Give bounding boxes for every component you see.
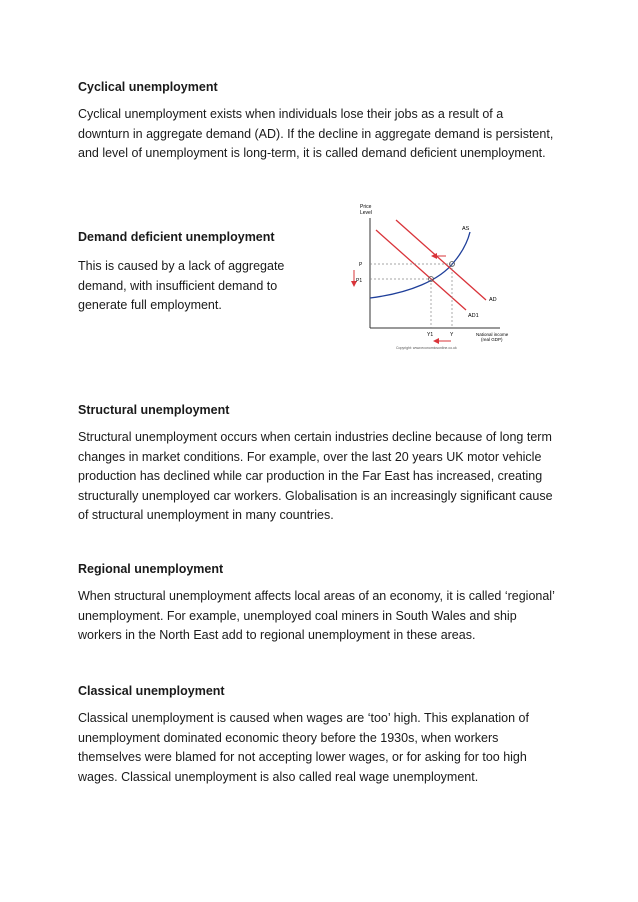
- output-y-label: Y: [450, 332, 454, 338]
- price-p1-label: P1: [356, 278, 363, 284]
- heading-demand-deficient: Demand deficient unemployment: [78, 230, 275, 244]
- paragraph-cyclical: Cyclical unemployment exists when individuals lose their jobs as a result of a downturn in aggregate demand (AD). If the decline in aggregate demand is persistent, and level of unemployment is long-term, it is called demand deficient unemployment.: [78, 107, 554, 160]
- section-cyclical: [78, 79, 558, 164]
- section-structural: [78, 402, 558, 526]
- heading-structural: Structural unemployment: [78, 403, 230, 417]
- section-demand-deficient: [78, 229, 328, 316]
- paragraph-structural: Structural unemployment occurs when certain industries decline because of long term changes in market conditions. For example, over the last 20 years UK motor vehicle production has declined while car production in the Far East has increased, creating structurally unemployed car workers. Globalisation is an increasingly significant cause of structural unemployment in many countries.: [78, 430, 553, 522]
- heading-regional: Regional unemployment: [78, 562, 224, 576]
- x-axis-label-2: (real GDP): [481, 337, 503, 342]
- y-axis-label-1: Price: [360, 204, 372, 210]
- paragraph-demand-deficient: This is caused by a lack of aggregate demand, with insufficient demand to generate full employment.: [78, 259, 285, 312]
- section-classical: [78, 683, 558, 787]
- copyright-text: Copyright: www.economicsonline.co.uk: [396, 346, 457, 350]
- ad-label: AD: [489, 297, 497, 303]
- as-label: AS: [462, 226, 470, 232]
- y-axis-label-2: Level: [360, 210, 372, 216]
- paragraph-regional: When structural unemployment affects local areas of an economy, it is called ‘regional’ unemployment. For example, unemployed coal miners in South Wales and ship workers in the North East add to regional unemployment in these areas.: [78, 589, 555, 642]
- heading-cyclical: Cyclical unemployment: [78, 80, 218, 94]
- ad-as-diagram: [350, 200, 520, 355]
- ad1-label: AD1: [468, 313, 479, 319]
- price-p-label: P: [359, 262, 363, 268]
- heading-classical: Classical unemployment: [78, 684, 225, 698]
- paragraph-classical: Classical unemployment is caused when wages are ‘too’ high. This explanation of unemployment dominated economic theory before the 1930s, when workers themselves were blamed for not accepting lower wages, or for asking for too high wages. Classical unemployment is also called real wage unemployment.: [78, 711, 529, 784]
- output-y1-label: Y1: [427, 332, 434, 338]
- x-axis-label-1: National income: [476, 332, 509, 337]
- section-regional: [78, 561, 558, 646]
